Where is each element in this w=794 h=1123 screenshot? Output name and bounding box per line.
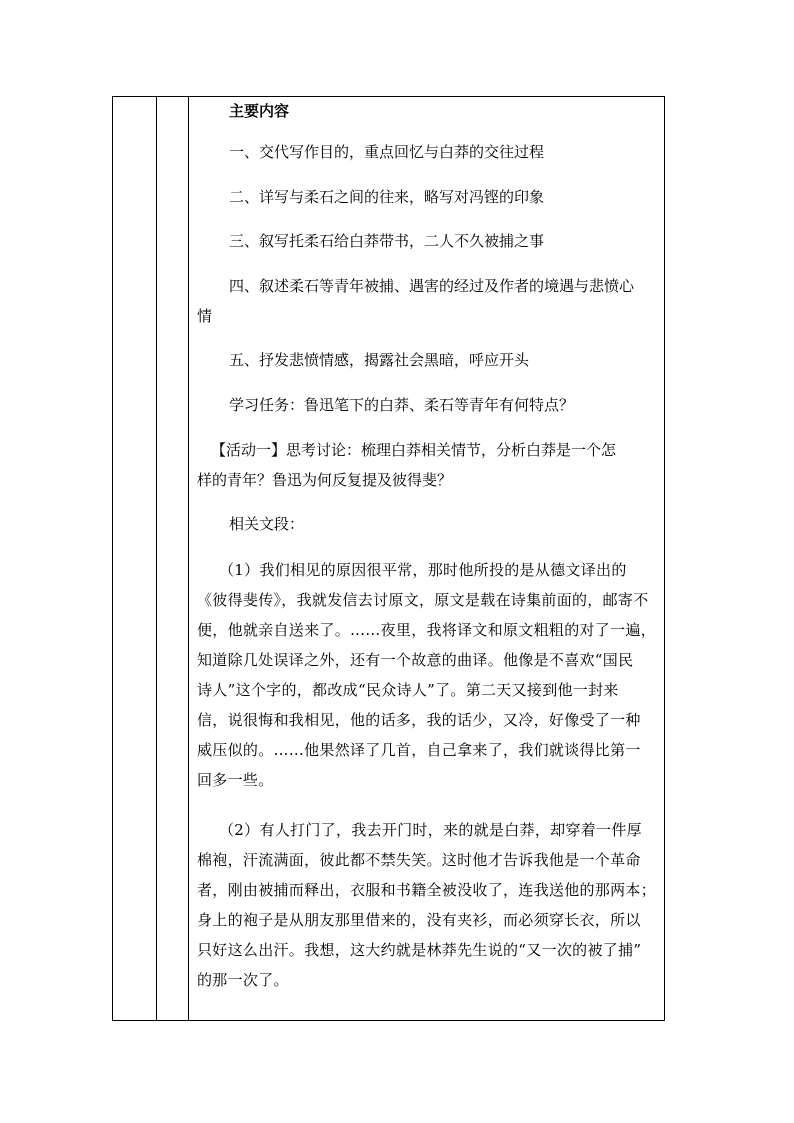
passage-2-line: 只好这么出汗。我想，这大约就是林莽先生说的“又一次的被了捕”: [197, 941, 642, 959]
passage-2-line: 棉袍，汗流满面，彼此都不禁失笑。这时他才告诉我他是一个革命: [197, 851, 641, 869]
outline-item: 五、抒发悲愤情感，揭露社会黑暗，呼应开头: [229, 351, 530, 369]
passage-1-line: 《彼得斐传》，我就发信去讨原文，原文是载在诗集前面的，邮寄不: [197, 591, 649, 609]
table-divider: [188, 97, 189, 1020]
table-divider: [156, 97, 157, 1020]
passage-1-line: 诗人”这个字的，都改成“民众诗人”了。第二天又接到他一封来: [197, 681, 619, 699]
passage-1-line: 威压似的。……他果然译了几首，自己拿来了，我们就谈得比第一: [197, 741, 641, 759]
passage-2-line: 身上的袍子是从朋友那里借来的，没有夹衫，而必须穿长衣，所以: [197, 911, 641, 929]
activity-prompt: 【活动一】思考讨论：梳理白莽相关情节，分析白莽是一个怎: [211, 441, 617, 459]
outline-item: 一、交代写作目的，重点回忆与白莽的交往过程: [229, 143, 545, 161]
passage-1-line: 回多一些。: [197, 771, 274, 789]
outline-item: 四、叙述柔石等青年被捕、遇害的经过及作者的境遇与悲愤心: [229, 277, 635, 295]
outline-item: 三、叙写托柔石给白莽带书，二人不久被捕之事: [229, 232, 545, 250]
passage-1-line: （1）我们相见的原因很平常，那时他所投的是从德文译出的: [219, 561, 627, 579]
passage-2-line: （2）有人打门了，我去开门时，来的就是白莽，却穿着一件厚: [219, 821, 642, 839]
section-heading: 主要内容: [229, 102, 290, 120]
passage-1-line: 信，说很悔和我相见，他的话多，我的话少，又冷，好像受了一种: [197, 711, 641, 729]
passage-2-line: 的那一次了。: [197, 971, 289, 989]
related-passages-label: 相关文段：: [229, 515, 305, 533]
content-table: [112, 96, 665, 1021]
passage-1-line: 知道除几处误译之外，还有一个故意的曲译。他像是不喜欢“国民: [197, 651, 634, 669]
learning-task: 学习任务：鲁迅笔下的白莽、柔石等青年有何特点？: [229, 396, 575, 414]
passage-1-line: 便，他就亲自送来了。……夜里，我将译文和原文粗粗的对了一遍，: [197, 621, 657, 639]
outline-item: 二、详写与柔石之间的往来，略写对冯铿的印象: [229, 188, 545, 206]
outline-item-continuation: 情: [197, 307, 213, 325]
activity-prompt-continuation: 样的青年？鲁迅为何反复提及彼得斐？: [197, 471, 453, 489]
passage-2-line: 者，刚由被捕而释出，衣服和书籍全被没收了，连我送他的那两本；: [197, 881, 657, 899]
